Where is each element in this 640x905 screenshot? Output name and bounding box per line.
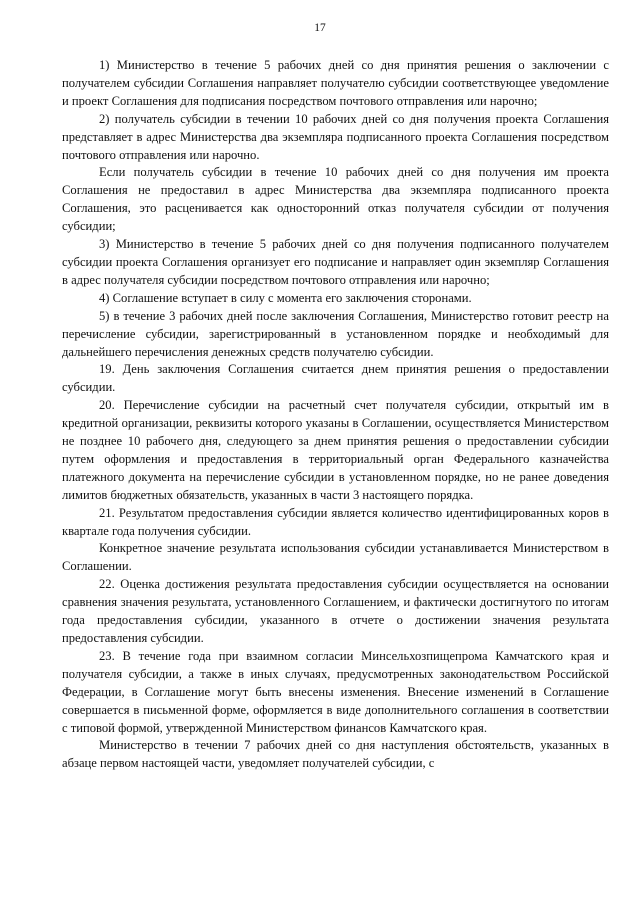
page-number: 17 [314,22,326,34]
paragraph-5: 4) Соглашение вступает в силу с момента его заключения сторонами. [99,290,472,305]
paragraph-13: Министерство в течении 7 рабочих дней со дня наступления обстоятельств, указанных в абзаце первом настоящей части, уведомляет получателей субсидии, с [62,738,609,771]
paragraph-7: 19. День заключения Соглашения считается днем принятия решения о предоставлении субсидии. [62,362,609,395]
paragraph-10: Конкретное значение результата использования субсидии устанавливается Министерством в Соглашении. [62,541,609,574]
paragraph-12: 23. В течение года при взаимном согласии Минсельхозпищепрома Камчатского края и получателя субсидии, а также в иных случаях, предусмотренных законодательством Российской Федерации, в Соглашение могут быть внесены изменения. Внесение изменений в Соглашение совершается в письменной форме, оформляется в виде дополнительного соглашения в соответствии с типовой формой, утвержденной Министерством финансов Камчатского края. [62,648,609,735]
paragraph-8: 20. Перечисление субсидии на расчетный счет получателя субсидии, открытый им в кредитной организации, реквизиты которого указаны в Соглашении, осуществляется Министерством не позднее 10 рабочего дня, следующего за днем принятия решения о предоставлении субсидии путем оформления и предоставления в территориальный орган Федерального казначейства платежного документа на перечисление субсидии в установленном порядке, но не ранее доведения лимитов бюджетных обязательств, указанных в части 3 настоящего порядка. [62,398,609,502]
paragraph-9: 21. Результатом предоставления субсидии является количество идентифицированных коров в квартале года получения субсидии. [62,505,609,538]
paragraph-3: Если получатель субсидии в течение 10 рабочих дней со дня получения им проекта Соглашения не предоставил в адрес Министерства два экземпляра подписанного проекта Соглашения, это расценивается как односторонний отказ получателя субсидии от получения субсидии; [62,165,609,234]
paragraph-1: 1) Министерство в течение 5 рабочих дней со дня принятия решения о заключении с получателем субсидии Соглашения направляет получателю субсидии соответствующее уведомление и проект Соглашения для подписания посредством почтового отправления или нарочно; [62,58,609,108]
paragraph-2: 2) получатель субсидии в течении 10 рабочих дней со дня получения проекта Соглашения представляет в адрес Министерства два экземпляра подписанного проекта Соглашения посредством почтового отправления или нарочно. [62,111,609,162]
paragraph-11: 22. Оценка достижения результата предоставления субсидии осуществляется на основании сравнения значения результата, установленного Соглашением, и фактически достигнутого по итогам года предоставления субсидии, указанного в отчете о достижении значения результата предоставления субсидии. [62,577,609,645]
paragraph-4: 3) Министерство в течение 5 рабочих дней со дня получения подписанного получателем субсидии проекта Соглашения организует его подписание и направляет один экземпляр Соглашения в адрес получателя субсидии посредством почтового отправления или нарочно; [62,237,609,287]
document-body [62,57,609,773]
paragraph-6: 5) в течение 3 рабочих дней после заключения Соглашения, Министерство готовит реестр на перечисление субсидии, зарегистрированный в установленном порядке и необходимый для дальнейшего перечисления денежных средств получателю субсидии. [62,308,609,359]
